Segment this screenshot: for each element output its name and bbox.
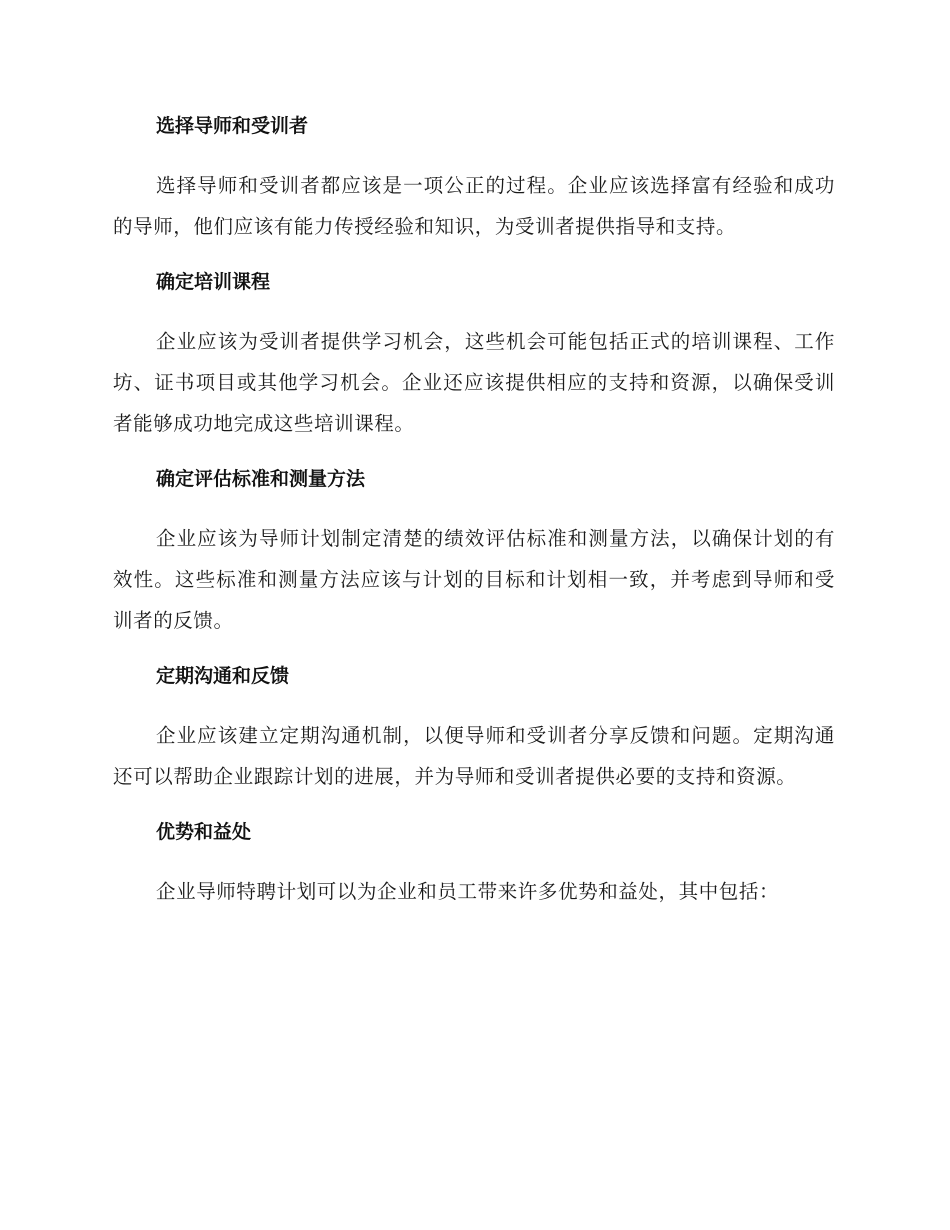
body-paragraph: 企业应该建立定期沟通机制，以便导师和受训者分享反馈和问题。定期沟通还可以帮助企业跟踪计划的进展，并为导师和受训者提供必要的支持和资源。	[113, 724, 835, 788]
body-paragraph: 企业导师特聘计划可以为企业和员工带来许多优势和益处，其中包括：	[156, 880, 780, 903]
section-heading: 优势和益处	[156, 821, 252, 843]
body-paragraph: 企业应该为受训者提供学习机会，这些机会可能包括正式的培训课程、工作坊、证书项目或其他学习机会。企业还应该提供相应的支持和资源，以确保受训者能够成功地完成这些培训课程。	[113, 330, 835, 435]
body-paragraph: 企业应该为导师计划制定清楚的绩效评估标准和测量方法，以确保计划的有效性。这些标准和测量方法应该与计划的目标和计划相一致，并考虑到导师和受训者的反馈。	[113, 527, 835, 632]
section-heading: 选择导师和受训者	[156, 115, 309, 137]
section-heading: 定期沟通和反馈	[156, 665, 290, 687]
section-heading: 确定培训课程	[156, 271, 271, 293]
section-heading: 确定评估标准和测量方法	[156, 468, 366, 490]
body-paragraph: 选择导师和受训者都应该是一项公正的过程。企业应该选择富有经验和成功的导师，他们应该有能力传授经验和知识，为受训者提供指导和支持。	[113, 174, 835, 238]
